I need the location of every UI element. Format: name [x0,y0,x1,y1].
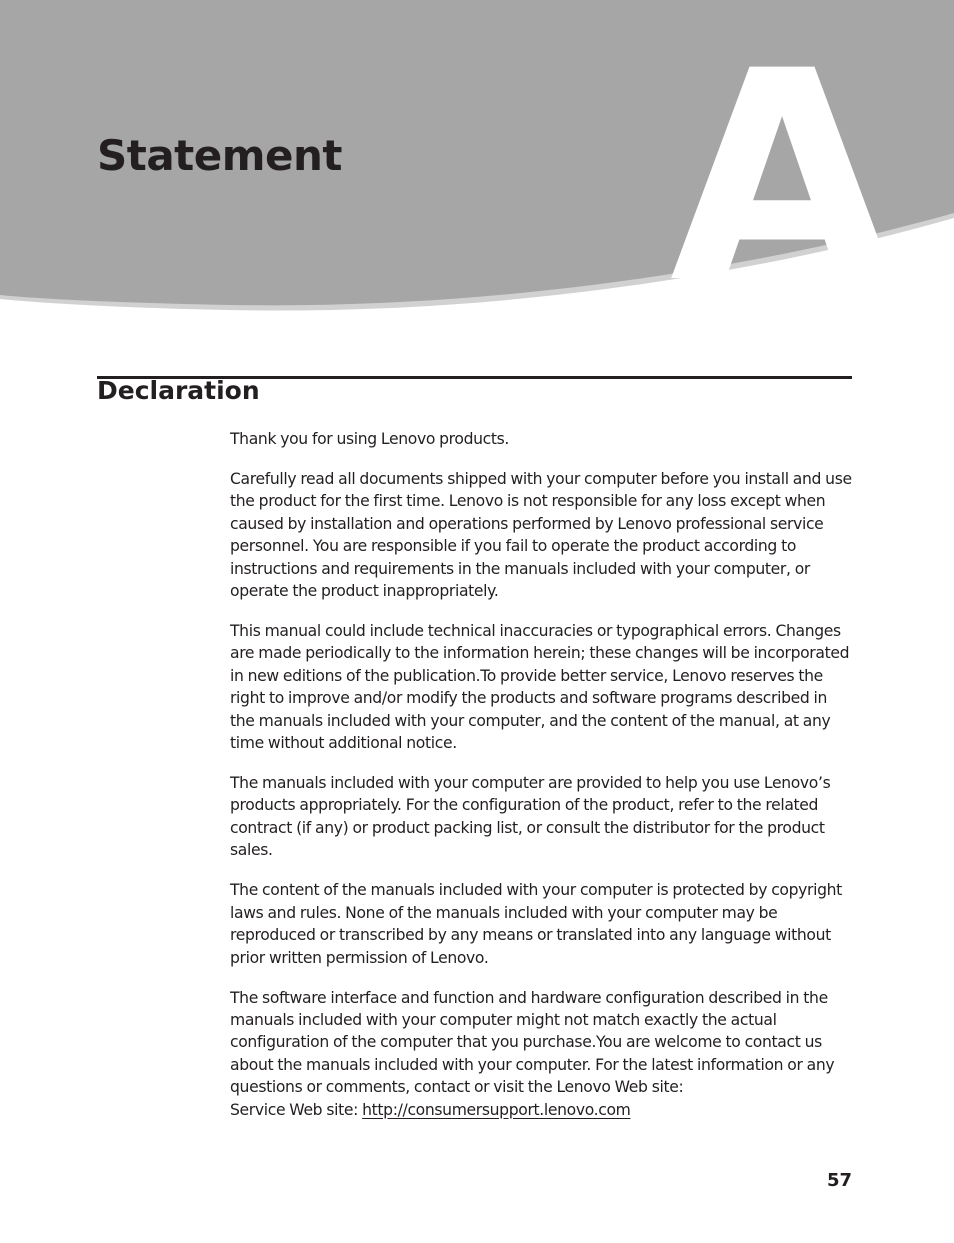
section-title: Declaration [97,376,260,405]
paragraph: Thank you for using Lenovo products. [230,430,510,448]
paragraph-text: The software interface and function and hardware configuration described in the manuals included with your computer might not match exactly the actual configuration of the computer that you purchase.You are welcome to contact us about the manuals included with your computer. For the latest information or any questions or comments, contact or visit the Lenovo Web site: [230,988,835,1097]
paragraph: This manual could include technical inaccuracies or typographical errors. Changes are made periodically to the information herein; these changes will be incorporated in new editions of the publication.To provide better service, Lenovo reserves the right to improve and/or modify the products and software programs described in the manuals included with your computer, and the content of the manual, at any time without additional notice. [230,622,850,753]
chapter-title: Statement [97,131,342,180]
declaration-body [230,428,855,1121]
paragraph: The content of the manuals included with your computer is protected by copyright laws and rules. None of the manuals included with your computer may be reproduced or transcribed by any means or translated into any language without prior written permission of Lenovo. [230,881,842,967]
chapter-letter: A [669,10,895,320]
paragraph: The manuals included with your computer are provided to help you use Lenovo’s products appropriately. For the configuration of the product, refer to the related contract (if any) or product packing list, or consult the distributor for the product sales. [230,774,831,860]
service-label: Service Web site: [230,1100,359,1119]
paragraph: Carefully read all documents shipped with your computer before you install and use the product for the first time. Lenovo is not responsible for any loss except when caused by installation and operations performed by Lenovo professional service personnel. You are responsible if you fail to operate the product according to instructions and requirements in the manuals included with your computer, or operate the product inappropriately. [230,470,852,601]
paragraph-last [230,987,855,1121]
service-link[interactable]: http://consumersupport.lenovo.com [362,1100,631,1119]
page-number: 57 [826,1170,852,1191]
